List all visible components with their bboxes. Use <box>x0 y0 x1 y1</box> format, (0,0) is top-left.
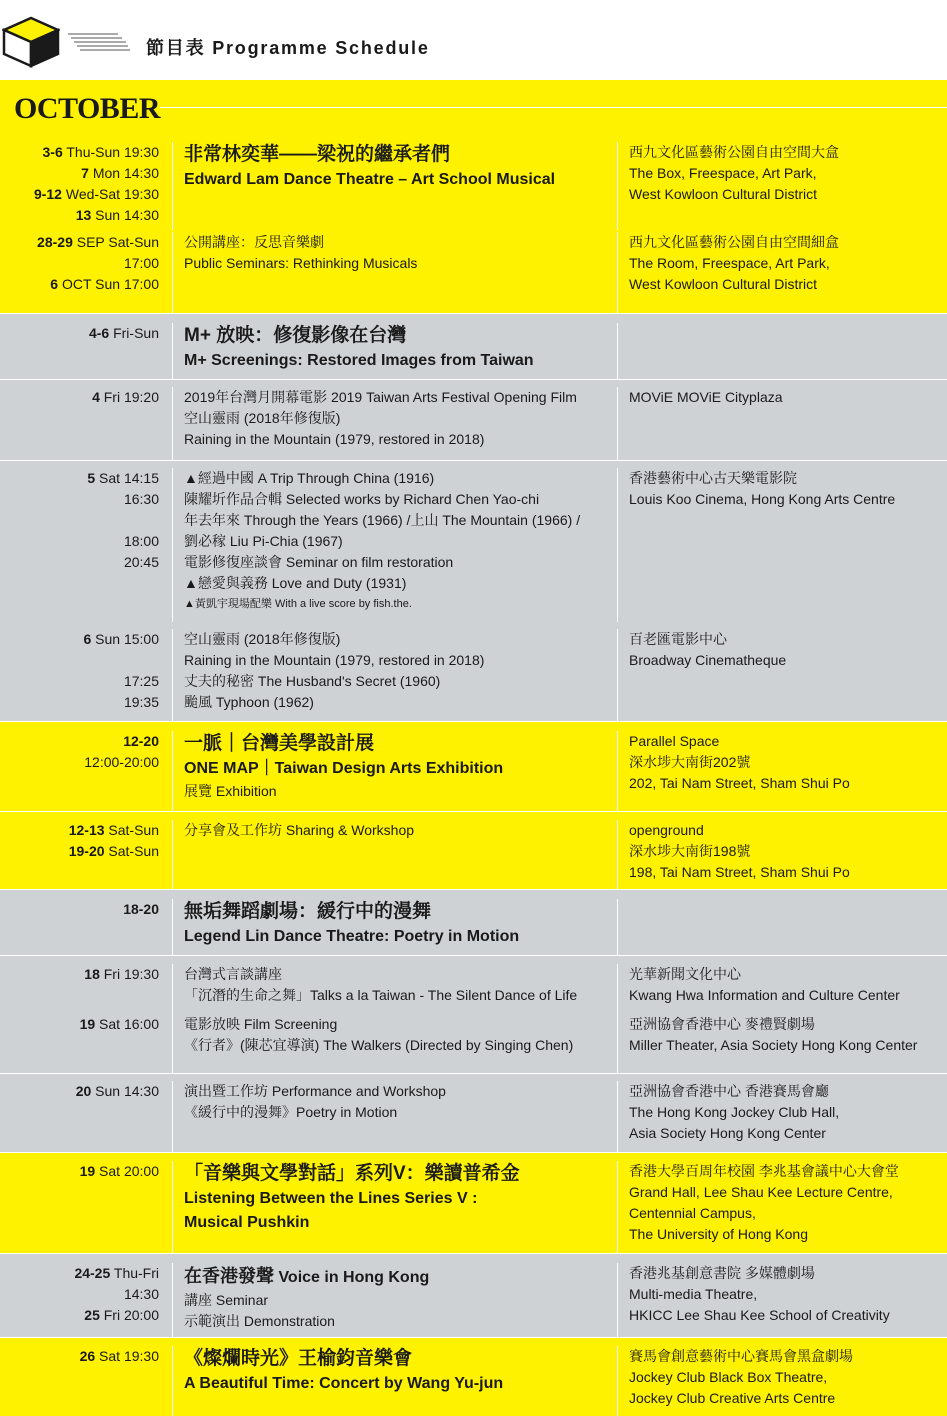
programme-cell: 「音樂與文學對話」系列V：樂讀普希金 Listening Between the Lines Series V : Musical Pushkin <box>173 1161 618 1254</box>
event-row <box>0 460 947 622</box>
event-row <box>0 1073 947 1153</box>
month-label: OCTOBER <box>14 92 160 125</box>
date-cell: 3-6 Thu-Sun 19:30 7 Mon 14:30 9-12 Wed-Sat 19:30 13 Sun 14:30 <box>0 142 173 230</box>
event-block-voice-hk <box>0 1254 947 1338</box>
programme-cell <box>173 899 618 955</box>
venue-cell: 亞洲協會香港中心 麥禮賢劇場 Miller Theater, Asia Society Hong Kong Center <box>629 1016 918 1053</box>
programme-cell <box>173 1346 618 1416</box>
date-cell: 24-25 Thu-Fri 14:30 25 Fri 20:00 <box>0 1263 173 1338</box>
event-row <box>0 955 947 1014</box>
venue-cell: MOViE MOViE Cityplaza <box>629 389 783 405</box>
date-cell: 12-13 Sat-Sun 19-20 Sat-Sun <box>0 820 173 890</box>
event-title-en: Edward Lam Dance Theatre – Art School Musical <box>184 171 556 188</box>
event-title-zh: 在香港發聲 <box>184 1266 274 1286</box>
programme-cell: 2019年台灣月開幕電影 2019 Taiwan Arts Festival Opening Film 空山靈雨 (2018年修復版) Raining in the Mountain (1979, restored in 2018) <box>173 387 618 460</box>
event-block-one-map <box>0 722 947 890</box>
venue-cell: 西九文化區藝術公園自由空間大盒 The Box, Freespace, Art Park, West Kowloon Cultural District <box>629 144 839 202</box>
venue-cell: 香港兆基創意書院 多媒體劇場 Multi-media Theatre, HKICC Lee Shau Kee School of Creativity <box>629 1265 890 1323</box>
event-block-edward-lam <box>0 132 947 314</box>
venue-cell: 賽馬會創意藝術中心賽馬會黑盒劇場 Jockey Club Black Box Theatre, Jockey Club Creative Arts Centre <box>629 1348 853 1406</box>
venue-cell <box>618 323 947 379</box>
month-banner <box>0 80 947 132</box>
event-row <box>0 1014 947 1073</box>
date-cell: 5 Sat 14:15 16:30 18:00 20:45 <box>0 468 173 622</box>
date-cell: 18-20 <box>0 899 173 955</box>
event-row <box>0 890 947 955</box>
date-cell: 4-6 Fri-Sun <box>0 323 173 379</box>
event-title-en: Voice in Hong Kong <box>274 1269 430 1286</box>
page-title: 節目表 Programme Schedule <box>146 38 430 58</box>
event-title-zh: 一脈｜台灣美學設計展 <box>184 733 375 754</box>
event-title-en: A Beautiful Time: Concert by Wang Yu-jun <box>184 1375 504 1392</box>
month-divider <box>160 107 947 108</box>
event-title-en: Listening Between the Lines Series V : <box>184 1190 478 1207</box>
venue-cell: 百老匯電影中心 Broadway Cinematheque <box>629 631 787 668</box>
programme-cell: 分享會及工作坊 Sharing & Workshop <box>173 820 618 890</box>
page-header <box>0 0 947 80</box>
date-cell: 18 Fri 19:30 <box>0 964 173 1014</box>
speed-lines-icon <box>68 32 130 54</box>
venue-cell: 香港藝術中心古天樂電影院 Louis Koo Cinema, Hong Kong Arts Centre <box>629 470 896 507</box>
event-row <box>0 132 947 230</box>
programme-cell: ▲經過中國 A Trip Through China (1916) 陳耀圻作品合輯 Selected works by Richard Chen Yao-chi 年去年來 Through the Years (1966) /上山 The Mountain (1966) / 劉必稼 Liu Pi-Chia (1967) 電影修復座談會 Seminar on film restoration ▲戀愛與義務 Love and Duty (1931) ▲黃凱宇現場配樂 With a live score by fish.the. <box>173 468 618 622</box>
event-block-legend-lin <box>0 890 947 1153</box>
date-cell: 4 Fri 19:20 <box>0 387 173 460</box>
programme-cell: 公開講座：反思音樂劇 Public Seminars: Rethinking Musicals <box>173 232 618 314</box>
event-title-zh: 無垢舞蹈劇場：緩行中的漫舞 <box>184 901 432 922</box>
venue-cell: 光華新聞文化中心 Kwang Hwa Information and Culture Center <box>629 966 900 1003</box>
programme-cell: 電影放映 Film Screening 《行者》(陳芯宜導演) The Walkers (Directed by Singing Chen) <box>173 1014 618 1073</box>
venue-cell <box>618 899 947 955</box>
cube-logo-icon <box>2 16 60 68</box>
event-row <box>0 722 947 811</box>
event-title-zh: M+ 放映：修復影像在台灣 <box>184 325 407 346</box>
event-title-en: Legend Lin Dance Theatre: Poetry in Motion <box>184 928 520 945</box>
venue-cell: 亞洲協會香港中心 香港賽馬會廳 The Hong Kong Jockey Club Hall, Asia Society Hong Kong Center <box>629 1083 840 1141</box>
event-row <box>0 1338 947 1416</box>
event-row <box>0 379 947 460</box>
date-cell: 12-20 12:00-20:00 <box>0 731 173 811</box>
programme-cell <box>173 142 618 230</box>
programme-cell: 台灣式言談講座 「沉潛的生命之舞」Talks a la Taiwan - The Silent Dance of Life <box>173 964 618 1014</box>
venue-cell: Parallel Space 深水埗大南街202號 202, Tai Nam Street, Sham Shui Po <box>629 733 850 791</box>
venue-cell: openground 深水埗大南街198號 198, Tai Nam Street, Sham Shui Po <box>629 822 850 880</box>
event-row <box>0 811 947 890</box>
event-row <box>0 230 947 314</box>
event-row <box>0 314 947 379</box>
programme-cell: 在香港發聲 Voice in Hong Kong 講座 Seminar 示範演出 Demonstration <box>173 1263 618 1338</box>
event-title-zh: 「音樂與文學對話」系列V：樂讀普希金 <box>184 1163 520 1184</box>
event-title-en: ONE MAP｜Taiwan Design Arts Exhibition <box>184 760 504 777</box>
event-row <box>0 622 947 722</box>
event-block-pushkin <box>0 1153 947 1254</box>
date-cell: 20 Sun 14:30 <box>0 1081 173 1153</box>
event-row <box>0 1153 947 1254</box>
event-row <box>0 1254 947 1338</box>
programme-cell: 演出暨工作坊 Performance and Workshop 《緩行中的漫舞》Poetry in Motion <box>173 1081 618 1153</box>
date-cell: 28-29 SEP Sat-Sun 17:00 6 OCT Sun 17:00 <box>0 232 173 314</box>
programme-cell <box>173 323 618 379</box>
event-title-zh: 《燦爛時光》王榆鈞音樂會 <box>184 1348 413 1369</box>
event-block-m-plus <box>0 314 947 722</box>
event-block-wang-yu-jun <box>0 1338 947 1416</box>
date-cell: 19 Sat 20:00 <box>0 1161 173 1254</box>
event-title-zh: 非常林奕華——梁祝的繼承者們 <box>184 144 451 165</box>
event-title-en: M+ Screenings: Restored Images from Taiwan <box>184 352 534 369</box>
programme-cell: 空山靈雨 (2018年修復版) Raining in the Mountain (1979, restored in 2018) 丈夫的秘密 The Husband's Secret (1960) 颱風 Typhoon (1962) <box>173 629 618 722</box>
date-cell: 19 Sat 16:00 <box>0 1014 173 1073</box>
date-cell: 26 Sat 19:30 <box>0 1346 173 1416</box>
venue-cell: 香港大學百周年校園 李兆基會議中心大會堂 Grand Hall, Lee Shau Kee Lecture Centre, Centennial Campus, The University of Hong Kong <box>629 1163 899 1242</box>
programme-cell: 一脈｜台灣美學設計展 ONE MAP｜Taiwan Design Arts Exhibition 展覽 Exhibition <box>173 731 618 811</box>
venue-cell: 西九文化區藝術公園自由空間細盒 The Room, Freespace, Art Park, West Kowloon Cultural District <box>629 234 839 292</box>
date-cell: 6 Sun 15:00 17:25 19:35 <box>0 629 173 722</box>
